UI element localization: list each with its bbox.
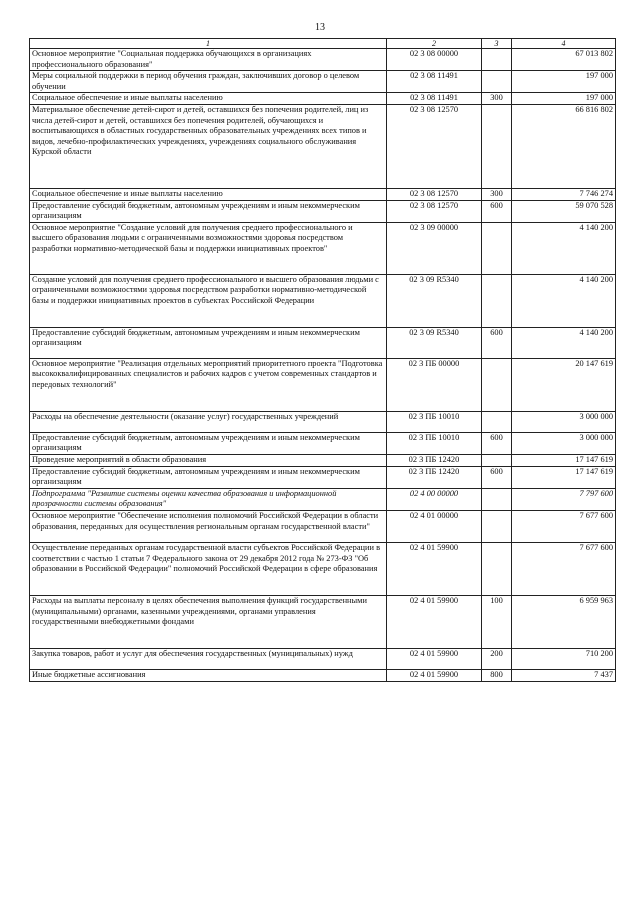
column-header-code: 2 bbox=[387, 39, 482, 49]
table-row bbox=[30, 104, 616, 188]
cell-code: 02 3 08 12570 bbox=[387, 188, 482, 200]
cell-type: 200 bbox=[482, 648, 512, 669]
cell-amount: 7 677 600 bbox=[512, 510, 616, 542]
cell-name: Социальное обеспечение и иные выплаты населению bbox=[30, 188, 387, 200]
cell-code: 02 4 01 59900 bbox=[387, 669, 482, 681]
cell-code: 02 3 ПБ 10010 bbox=[387, 411, 482, 432]
cell-code: 02 4 01 59900 bbox=[387, 595, 482, 648]
cell-amount: 3 000 000 bbox=[512, 432, 616, 454]
cell-amount: 7 746 274 bbox=[512, 188, 616, 200]
cell-type bbox=[482, 104, 512, 188]
cell-amount: 7 677 600 bbox=[512, 542, 616, 595]
cell-amount: 6 959 963 bbox=[512, 595, 616, 648]
table-row bbox=[30, 188, 616, 200]
cell-type bbox=[482, 274, 512, 327]
table-row bbox=[30, 488, 616, 510]
cell-amount: 17 147 619 bbox=[512, 454, 616, 466]
cell-amount: 66 816 802 bbox=[512, 104, 616, 188]
cell-type bbox=[482, 454, 512, 466]
cell-name: Осуществление переданных органам государственной власти субъектов Российской Федерации в соответствии с частью 1 статьи 7 Федерального закона от 29 декабря 2012 года № 273-ФЗ "Об образовании в Российской Федерации" полномочий Российской Федерации в сфере образования bbox=[30, 542, 387, 595]
cell-name: Закупка товаров, работ и услуг для обеспечения государственных (муниципальных) нужд bbox=[30, 648, 387, 669]
cell-type: 600 bbox=[482, 466, 512, 488]
cell-code: 02 3 08 12570 bbox=[387, 104, 482, 188]
cell-type bbox=[482, 488, 512, 510]
cell-name: Подпрограмма "Развитие системы оценки качества образования и информационной прозрачности системы образования" bbox=[30, 488, 387, 510]
cell-name: Предоставление субсидий бюджетным, автономным учреждениям и иным некоммерческим организациям bbox=[30, 327, 387, 358]
cell-type: 600 bbox=[482, 200, 512, 222]
cell-code: 02 4 01 59900 bbox=[387, 648, 482, 669]
table-row bbox=[30, 200, 616, 222]
cell-code: 02 3 08 00000 bbox=[387, 49, 482, 71]
cell-name: Основное мероприятие "Создание условий для получения среднего профессионального и высшего образования людьми с ограниченными возможностями здоровья посредством разработки нормативно-методической базы и поддержки инициативных проектов" bbox=[30, 222, 387, 274]
cell-name: Предоставление субсидий бюджетным, автономным учреждениям и иным некоммерческим организациям bbox=[30, 200, 387, 222]
cell-type bbox=[482, 358, 512, 411]
cell-amount: 197 000 bbox=[512, 93, 616, 105]
page-number: 13 bbox=[315, 22, 325, 33]
cell-name: Основное мероприятие "Реализация отдельных мероприятий приоритетного проекта "Подготовка высококвалифицированных специалистов и рабочих кадров с учетом современных стандартов и передовых технологий" bbox=[30, 358, 387, 411]
cell-name: Проведение мероприятий в области образования bbox=[30, 454, 387, 466]
table-row bbox=[30, 454, 616, 466]
cell-name: Создание условий для получения среднего профессионального и высшего образования людьми с ограниченными возможностями здоровья посредством разработки нормативно-методической базы и поддержки инициативных проектов в субъектах Российской Федерации bbox=[30, 274, 387, 327]
cell-type bbox=[482, 222, 512, 274]
cell-type bbox=[482, 510, 512, 542]
cell-code: 02 4 01 00000 bbox=[387, 510, 482, 542]
cell-code: 02 3 ПБ 10010 bbox=[387, 432, 482, 454]
cell-code: 02 3 09 R5340 bbox=[387, 274, 482, 327]
cell-amount: 197 000 bbox=[512, 71, 616, 93]
cell-code: 02 3 ПБ 00000 bbox=[387, 358, 482, 411]
cell-name: Расходы на обеспечение деятельности (оказание услуг) государственных учреждений bbox=[30, 411, 387, 432]
budget-table bbox=[29, 38, 616, 682]
column-header-amount: 4 bbox=[512, 39, 616, 49]
cell-code: 02 3 09 R5340 bbox=[387, 327, 482, 358]
cell-amount: 3 000 000 bbox=[512, 411, 616, 432]
cell-code: 02 3 09 00000 bbox=[387, 222, 482, 274]
cell-name: Иные бюджетные ассигнования bbox=[30, 669, 387, 681]
column-header-name: 1 bbox=[30, 39, 387, 49]
cell-type bbox=[482, 411, 512, 432]
table-row bbox=[30, 595, 616, 648]
cell-amount: 7 437 bbox=[512, 669, 616, 681]
cell-code: 02 4 01 59900 bbox=[387, 542, 482, 595]
cell-amount: 67 013 802 bbox=[512, 49, 616, 71]
table-row bbox=[30, 411, 616, 432]
cell-amount: 20 147 619 bbox=[512, 358, 616, 411]
cell-amount: 4 140 200 bbox=[512, 222, 616, 274]
table-row bbox=[30, 93, 616, 105]
cell-type: 800 bbox=[482, 669, 512, 681]
cell-type: 600 bbox=[482, 432, 512, 454]
table-row bbox=[30, 222, 616, 274]
cell-amount: 59 070 528 bbox=[512, 200, 616, 222]
table-header-row bbox=[30, 39, 616, 49]
cell-name: Материальное обеспечение детей-сирот и детей, оставшихся без попечения родителей, лиц из числа детей-сирот и детей, оставшихся без попечения родителей, обучающихся и воспитывающихся в областных государственных образовательных учреждениях всех типов и видов, лечебно-профилактических учреждениях, учреждениях социального обслуживания Курской области bbox=[30, 104, 387, 188]
cell-code: 02 3 ПБ 12420 bbox=[387, 466, 482, 488]
table-row bbox=[30, 432, 616, 454]
cell-type bbox=[482, 542, 512, 595]
table-row bbox=[30, 466, 616, 488]
cell-code: 02 3 08 12570 bbox=[387, 200, 482, 222]
cell-name: Расходы на выплаты персоналу в целях обеспечения выполнения функций государственными (муниципальными) органами, казенными учреждениями, органами управления государственными внебюджетными фондами bbox=[30, 595, 387, 648]
cell-code: 02 3 08 11491 bbox=[387, 93, 482, 105]
table-row bbox=[30, 49, 616, 71]
cell-type bbox=[482, 49, 512, 71]
cell-type: 300 bbox=[482, 188, 512, 200]
cell-amount: 710 200 bbox=[512, 648, 616, 669]
column-header-type: 3 bbox=[482, 39, 512, 49]
cell-code: 02 3 08 11491 bbox=[387, 71, 482, 93]
table-row bbox=[30, 542, 616, 595]
cell-type: 100 bbox=[482, 595, 512, 648]
table-row bbox=[30, 71, 616, 93]
cell-code: 02 3 ПБ 12420 bbox=[387, 454, 482, 466]
table-row bbox=[30, 510, 616, 542]
cell-name: Основное мероприятие "Обеспечение исполнения полномочий Российской Федерации в области образования, переданных для осуществления региональным органам государственной власти" bbox=[30, 510, 387, 542]
cell-name: Предоставление субсидий бюджетным, автономным учреждениям и иным некоммерческим организациям bbox=[30, 466, 387, 488]
table-row bbox=[30, 648, 616, 669]
cell-name: Основное мероприятие "Социальная поддержка обучающихся в организациях профессионального образования" bbox=[30, 49, 387, 71]
cell-amount: 17 147 619 bbox=[512, 466, 616, 488]
table-row bbox=[30, 358, 616, 411]
cell-type: 300 bbox=[482, 93, 512, 105]
cell-type: 600 bbox=[482, 327, 512, 358]
cell-type bbox=[482, 71, 512, 93]
table-row bbox=[30, 274, 616, 327]
cell-name: Социальное обеспечение и иные выплаты населению bbox=[30, 93, 387, 105]
cell-amount: 4 140 200 bbox=[512, 274, 616, 327]
cell-amount: 4 140 200 bbox=[512, 327, 616, 358]
cell-code: 02 4 00 00000 bbox=[387, 488, 482, 510]
cell-name: Предоставление субсидий бюджетным, автономным учреждениям и иным некоммерческим организациям bbox=[30, 432, 387, 454]
table-row bbox=[30, 327, 616, 358]
cell-name: Меры социальной поддержки в период обучения граждан, заключивших договор о целевом обучении bbox=[30, 71, 387, 93]
table-row bbox=[30, 669, 616, 681]
cell-amount: 7 797 600 bbox=[512, 488, 616, 510]
